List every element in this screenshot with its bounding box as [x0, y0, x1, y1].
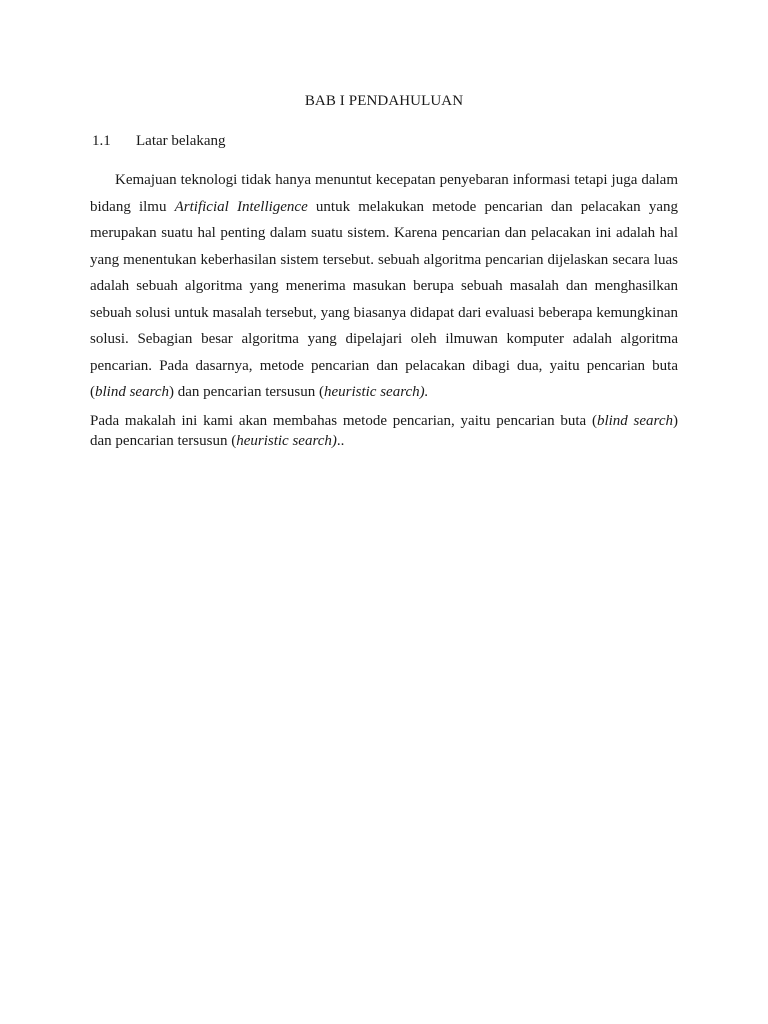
- chapter-title: BAB I PENDAHULUAN: [304, 93, 464, 109]
- section-title: Latar belakang: [136, 133, 226, 149]
- italic-term: heuristic search): [236, 433, 337, 449]
- paragraph-text: ) dan pencarian tersusun (: [169, 384, 324, 400]
- section-heading: [92, 133, 226, 150]
- paragraph-text: Pada makalah ini kami akan membahas metode pencarian, yaitu pencarian buta (: [90, 413, 597, 429]
- paragraph-intro: [90, 167, 678, 406]
- italic-term: Artificial Intelligence: [174, 198, 308, 215]
- section-number: 1.1: [92, 133, 111, 149]
- paragraph-purpose: [90, 411, 678, 451]
- italic-term: heuristic search).: [323, 384, 429, 400]
- paragraph-text: ) dan pencarian tersusun (: [90, 413, 678, 449]
- italic-term: blind search: [95, 384, 170, 400]
- paragraph-text: untuk melakukan metode pencarian dan pelacakan yang merupakan suatu hal penting dalam suatu sistem. Karena pencarian dan pelacakan ini adalah hal yang menentukan keberhasilan sistem tersebut. sebuah algoritma pencarian dijelaskan secara luas adalah sebuah algoritma yang menerima masukan berupa sebuah masalah dan menghasilkan sebuah solusi untuk masalah tersebut, yang biasanya didapat dari evaluasi beberapa kemungkinan solusi. Sebagian besar algoritma yang dipelajari oleh ilmuwan komputer adalah algoritma pencarian. Pada dasarnya, metode pencarian dan pelacakan dibagi dua, yaitu pencarian buta (: [90, 198, 678, 400]
- paragraph-text: Kemajuan teknologi tidak hanya menuntut kecepatan penyebaran informasi tetapi juga dalam bidang ilmu: [90, 172, 678, 215]
- paragraph-text: ..: [336, 433, 345, 449]
- italic-term: blind search: [596, 413, 673, 429]
